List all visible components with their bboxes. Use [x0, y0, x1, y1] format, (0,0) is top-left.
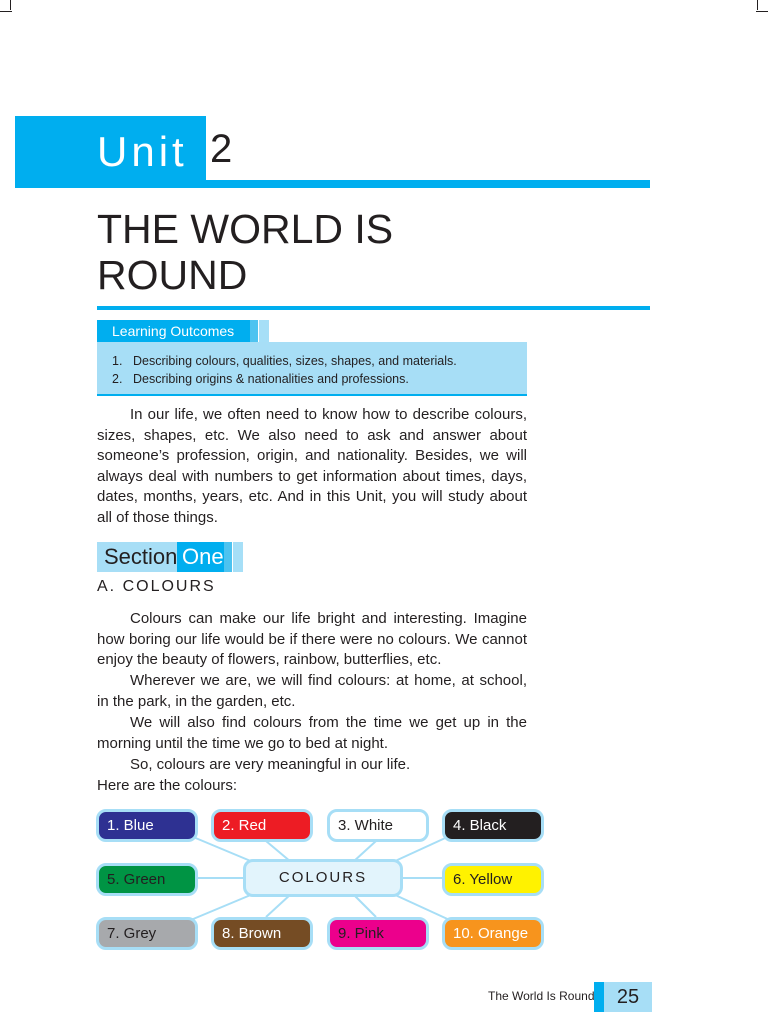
here-line: Here are the colours: [97, 777, 238, 794]
crop-mark [756, 11, 768, 12]
learning-outcomes-label: Learning Outcomes [97, 320, 250, 342]
crop-mark [0, 11, 12, 12]
colours-paragraph: Colours can make our life bright and interesting. Imagine how boring our life would be if there were no colours. We cannot enjoy the beauty of flowers, rainbow, butterflies, etc. [97, 610, 527, 668]
list-text: Describing origins & nationalities and professions. [133, 372, 409, 386]
colour-pill-red: 2. Red [211, 809, 313, 842]
title-rule [97, 306, 650, 310]
subheading: A. COLOURS [97, 578, 216, 595]
list-text: Describing colours, qualities, sizes, shapes, and materials. [133, 354, 457, 368]
title-line-2: ROUND [97, 252, 248, 298]
unit-rule [15, 180, 650, 188]
intro-paragraph: In our life, we often need to know how to describe colours, sizes, shapes, etc. We also need to ask and answer about someone’s profession, origin, and nationality. Besides, we will always deal with numbers to get information about times, days, dates, months, years, etc. And in this Unit, you will study about all of those things. [97, 406, 527, 526]
colour-pill-grey: 7. Grey [96, 917, 198, 950]
tab-stripe [224, 542, 232, 572]
tab-stripe [259, 320, 269, 342]
learning-outcomes-list [112, 352, 457, 388]
tab-stripe [250, 320, 258, 342]
page-title [97, 206, 393, 298]
crop-mark [757, 0, 758, 10]
colours-paragraph: We will also find colours from the time we get up in the morning until the time we go to bed at night. [97, 714, 527, 752]
title-line-1: THE WORLD IS [97, 206, 394, 252]
footer-title: The World Is Round [488, 989, 595, 1003]
colour-pill-white: 3. White [327, 809, 429, 842]
section-label: Section [97, 542, 177, 572]
list-number: 1. [112, 354, 123, 368]
list-item [112, 352, 457, 370]
section-number: One [177, 542, 224, 572]
colour-pill-pink: 9. Pink [327, 917, 429, 950]
colour-pill-orange: 10. Orange [442, 917, 544, 950]
colour-pill-brown: 8. Brown [211, 917, 313, 950]
crop-mark [10, 0, 11, 10]
colour-pill-green: 5. Green [96, 863, 198, 896]
page-number: 25 [604, 982, 652, 1012]
colours-paragraph: So, colours are very meaningful in our life. [130, 756, 411, 773]
colours-diagram [96, 805, 548, 955]
list-item [112, 370, 457, 388]
unit-label: Unit [97, 128, 188, 175]
tab-stripe [233, 542, 243, 572]
list-number: 2. [112, 372, 123, 386]
colour-pill-black: 4. Black [442, 809, 544, 842]
colour-pill-blue: 1. Blue [96, 809, 198, 842]
colour-pill-yellow: 6. Yellow [442, 863, 544, 896]
unit-banner [15, 116, 206, 188]
colours-hub: COLOURS [243, 859, 403, 897]
unit-number: 2 [210, 127, 233, 171]
footer-bar [594, 982, 604, 1012]
colours-paragraph: Wherever we are, we will find colours: at home, at school, in the park, in the garden, etc. [97, 672, 527, 710]
